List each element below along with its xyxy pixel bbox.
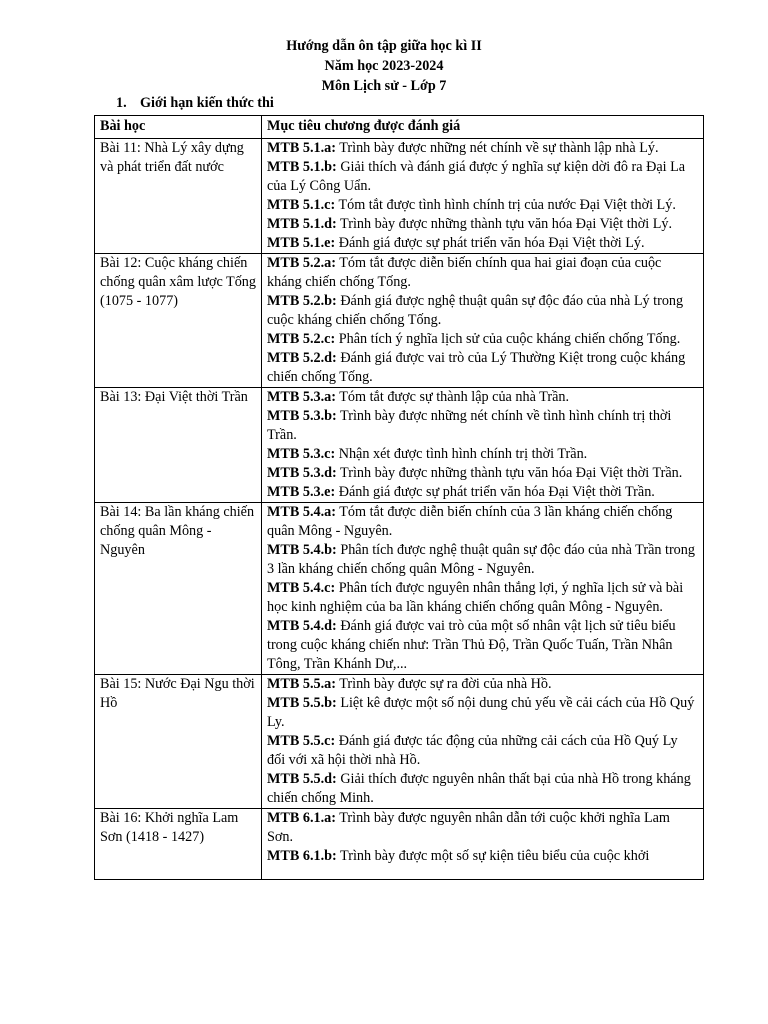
lesson-cell: Bài 12: Cuộc kháng chiến chống quân xâm lược Tống (1075 - 1077) (95, 254, 262, 388)
objective-item (267, 234, 699, 253)
objective-text: Tóm tắt được diễn biến chính qua hai giai đoạn của cuộc kháng chiến chống Tống. (267, 255, 662, 290)
objectives-table (94, 115, 704, 880)
objective-text: Trình bày được một số sự kiện tiêu biểu của cuộc khởi (336, 848, 650, 864)
objective-item (267, 292, 699, 330)
objective-code: MTB 5.3.c: (267, 446, 336, 462)
objective-code: MTB 5.4.b: (267, 542, 337, 558)
objective-item (267, 254, 699, 292)
lesson-cell: Bài 14: Ba lần kháng chiến chống quân Mông - Nguyên (95, 503, 262, 675)
objective-code: MTB 5.2.a: (267, 255, 336, 271)
objective-item (267, 215, 699, 234)
objective-text: Tóm tắt được tình hình chính trị của nước Đại Việt thời Lý. (335, 197, 676, 213)
objective-item (267, 388, 699, 407)
objectives-cell (262, 139, 704, 254)
section-heading (116, 94, 274, 113)
objective-text: Đánh giá được sự phát triển văn hóa Đại Việt thời Trần. (335, 484, 655, 500)
objective-item (267, 330, 699, 349)
objective-code: MTB 5.3.d: (267, 465, 337, 481)
objective-code: MTB 5.5.b: (267, 695, 337, 711)
subject-grade: Môn Lịch sử - Lớp 7 (321, 78, 447, 94)
objectives-cell (262, 675, 704, 809)
lesson-cell: Bài 11: Nhà Lý xây dựng và phát triển đất nước (95, 139, 262, 254)
objective-item (267, 464, 699, 483)
objective-text: Trình bày được những thành tựu văn hóa Đại Việt thời Trần. (336, 465, 683, 481)
table-row (95, 139, 704, 254)
objective-text: Giải thích được nguyên nhân thất bại của nhà Hồ trong kháng chiến chống Minh. (267, 771, 691, 806)
objective-code: MTB 6.1.a: (267, 810, 336, 826)
objective-text: Trình bày được những thành tựu văn hóa Đại Việt thời Lý. (336, 216, 673, 232)
objective-text: Đánh giá được sự phát triển văn hóa Đại Việt thời Lý. (335, 235, 645, 251)
objective-item (267, 694, 699, 732)
objective-text: Giải thích và đánh giá được ý nghĩa sự kiện dời đô ra Đại La của Lý Công Uẩn. (267, 159, 686, 194)
objective-code: MTB 5.4.c: (267, 580, 336, 596)
objective-item (267, 445, 699, 464)
lesson-cell: Bài 15: Nước Đại Ngu thời Hồ (95, 675, 262, 809)
objective-text: Nhận xét được tình hình chính trị thời Trần. (335, 446, 588, 462)
objective-text: Tóm tắt được sự thành lập của nhà Trần. (335, 389, 570, 405)
objective-text: Đánh giá được vai trò của Lý Thường Kiệt trong cuộc kháng chiến chống Tống. (267, 350, 686, 385)
objective-item (267, 675, 699, 694)
objective-text: Trình bày được những nét chính về tình hình chính trị thời Trần. (267, 408, 672, 443)
objective-item (267, 617, 699, 674)
objective-code: MTB 5.3.e: (267, 484, 336, 500)
objective-code: MTB 5.5.a: (267, 676, 336, 692)
document-title: Hướng dẫn ôn tập giữa học kì II (286, 38, 482, 54)
table-header-row (95, 116, 704, 139)
objective-text: Liệt kê được một số nội dung chủ yếu về cải cách của Hồ Quý Ly. (267, 695, 695, 730)
objective-text: Đánh giá được vai trò của một số nhân vật lịch sử tiêu biểu trong cuộc kháng chiến như: Trần Thủ Độ, Trần Quốc Tuấn, Trần Nhân Tông, Trần Khánh Dư,... (267, 618, 676, 672)
objective-code: MTB 5.5.d: (267, 771, 337, 787)
objective-code: MTB 6.1.b: (267, 848, 337, 864)
table-row (95, 503, 704, 675)
objective-text: Đánh giá được nghệ thuật quân sự độc đáo của nhà Lý trong cuộc kháng chiến chống Tống. (267, 293, 684, 328)
objective-item (267, 158, 699, 196)
objective-code: MTB 5.2.d: (267, 350, 337, 366)
table-row (95, 675, 704, 809)
objective-item (267, 503, 699, 541)
objective-text: Tóm tắt được diễn biến chính của 3 lần kháng chiến chống quân Mông - Nguyên. (267, 504, 673, 539)
objective-code: MTB 5.1.d: (267, 216, 337, 232)
school-year: Năm học 2023-2024 (324, 58, 444, 74)
objective-item (267, 483, 699, 502)
objective-code: MTB 5.1.c: (267, 197, 336, 213)
objective-code: MTB 5.4.d: (267, 618, 337, 634)
objective-text: Trình bày được những nét chính về sự thành lập nhà Lý. (335, 140, 659, 156)
objective-item (267, 809, 699, 847)
objective-code: MTB 5.5.c: (267, 733, 336, 749)
document-header (0, 36, 768, 96)
objective-code: MTB 5.3.b: (267, 408, 337, 424)
objectives-cell (262, 809, 704, 880)
objective-text: Trình bày được nguyên nhân dẫn tới cuộc khởi nghĩa Lam Sơn. (267, 810, 670, 845)
objective-item (267, 770, 699, 808)
table-row (95, 809, 704, 880)
objective-item (267, 579, 699, 617)
objective-item (267, 349, 699, 387)
objectives-cell (262, 503, 704, 675)
lesson-cell: Bài 13: Đại Việt thời Trần (95, 388, 262, 503)
objectives-column-header: Mục tiêu chương được đánh giá (262, 116, 704, 139)
objective-text: Trình bày được sự ra đời của nhà Hồ. (335, 676, 552, 692)
section-title: Giới hạn kiến thức thi (140, 95, 274, 111)
objective-code: MTB 5.1.a: (267, 140, 336, 156)
objective-item (267, 541, 699, 579)
objective-code: MTB 5.4.a: (267, 504, 336, 520)
objective-item (267, 196, 699, 215)
section-number: 1. (116, 95, 127, 111)
objective-item (267, 847, 699, 866)
lesson-column-header: Bài học (95, 116, 262, 139)
objective-code: MTB 5.1.e: (267, 235, 336, 251)
objectives-cell (262, 254, 704, 388)
objective-text: Đánh giá được tác động của những cải cách của Hồ Quý Ly đối với xã hội thời nhà Hồ. (267, 733, 678, 768)
table-row (95, 254, 704, 388)
objective-text: Phân tích ý nghĩa lịch sử của cuộc kháng chiến chống Tống. (335, 331, 681, 347)
lesson-cell: Bài 16: Khởi nghĩa Lam Sơn (1418 - 1427) (95, 809, 262, 880)
objective-text: Phân tích được nghệ thuật quân sự độc đáo của nhà Trần trong 3 lần kháng chiến chống quân Mông - Nguyên. (267, 542, 695, 577)
objective-text: Phân tích được nguyên nhân thắng lợi, ý nghĩa lịch sử và bài học kinh nghiệm của ba lần kháng chiến chống quân Mông - Nguyên. (267, 580, 684, 615)
objective-code: MTB 5.3.a: (267, 389, 336, 405)
objective-code: MTB 5.2.b: (267, 293, 337, 309)
objective-item (267, 407, 699, 445)
table-row (95, 388, 704, 503)
objective-code: MTB 5.2.c: (267, 331, 336, 347)
objectives-cell (262, 388, 704, 503)
objective-item (267, 732, 699, 770)
objective-item (267, 139, 699, 158)
objective-code: MTB 5.1.b: (267, 159, 337, 175)
